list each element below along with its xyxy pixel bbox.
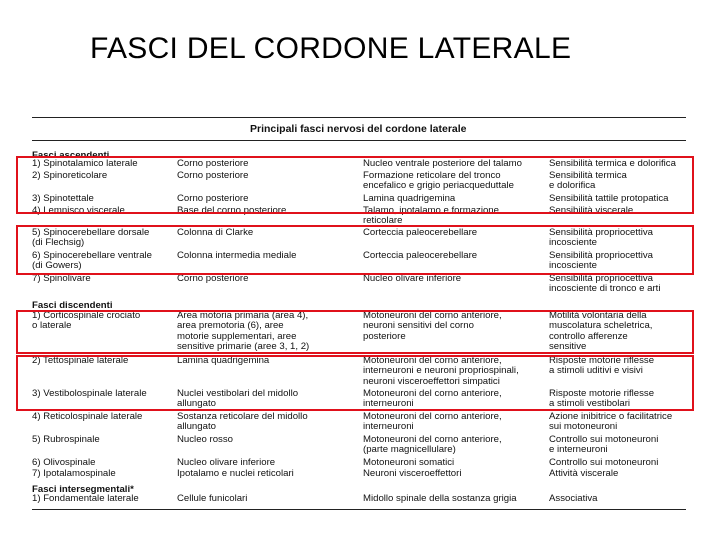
origin-cell: Ipotalamo e nuclei reticolari [177,469,294,479]
tract-cell: 2) Tettospinale laterale [32,356,129,366]
table-bottom-rule [32,509,686,510]
function-cell: Sensibilità propriocettiva incosciente [549,228,653,249]
function-cell: Associativa [549,494,598,504]
highlight-box-tectospinal-vestibulospinal [16,355,694,411]
function-cell: Sensibilità propriocettiva incosciente di tronco e arti [549,274,661,295]
termination-cell: Motoneuroni del corno anteriore, (parte magnicellulare) [363,435,502,456]
tract-cell: 5) Spinocerebellare dorsale (di Flechsig) [32,228,150,249]
function-cell: Risposte motorie riflesse a stimoli vestibolari [549,389,655,410]
tract-cell: 1) Spinotalamico laterale [32,159,138,169]
origin-cell: Nuclei vestibolari del midollo allungato [177,389,299,410]
section-descending: Fasci discendenti [32,300,113,311]
origin-cell: Colonna di Clarke [177,228,254,238]
termination-cell: Corteccia paleocerebellare [363,251,478,261]
table-heading: Principali fasci nervosi del cordone laterale [250,123,467,135]
slide-title: FASCI DEL CORDONE LATERALE [90,32,572,65]
origin-cell: Nucleo rosso [177,435,233,445]
origin-cell: Cellule funicolari [177,494,248,504]
highlight-box-corticospinal [16,310,694,354]
highlight-box-spinocerebellar [16,225,694,275]
origin-cell: Corno posteriore [177,159,249,169]
tract-cell: 4) Reticolospinale laterale [32,412,143,422]
termination-cell: Motoneuroni del corno anteriore, interneuroni [363,412,502,433]
tract-cell: 4) Lemnisco viscerale [32,206,125,216]
termination-cell: Neuroni visceroeffettori [363,469,462,479]
tract-cell: 7) Ipotalamospinale [32,469,116,479]
tract-cell: 1) Fondamentale laterale [32,494,139,504]
termination-cell: Formazione reticolare del tronco encefalico e grigio periacqueduttale [363,171,514,192]
tract-cell: 3) Vestibolospinale laterale [32,389,147,399]
origin-cell: Lamina quadrigemina [177,356,270,366]
origin-cell: Corno posteriore [177,171,249,181]
origin-cell: Base del corno posteriore [177,206,287,216]
termination-cell: Lamina quadrigemina [363,194,456,204]
table-top-rule [32,117,686,118]
termination-cell: Motoneuroni del corno anteriore, neuroni sensitivi del corno posteriore [363,311,502,342]
table-heading-rule [32,140,686,141]
function-cell: Azione inibitrice o facilitatrice sui motoneuroni [549,412,673,433]
function-cell: Sensibilità viscerale [549,206,634,216]
tract-cell: 2) Spinoreticolare [32,171,108,181]
function-cell: Controllo sui motoneuroni e interneuroni [549,435,659,456]
highlight-box-ascending-1-4 [16,156,694,214]
termination-cell: Motoneuroni del corno anteriore, interneuroni e neuroni propriospinali, neuroni visceroeffettori simpatici [363,356,519,387]
termination-cell: Talamo, ipotalamo e formazione reticolare [363,206,499,227]
function-cell: Motilità volontaria della muscolatura scheletrica, controllo afferenze sensitive [549,311,653,353]
origin-cell: Corno posteriore [177,194,249,204]
termination-cell: Nucleo olivare inferiore [363,274,462,284]
tract-cell: 7) Spinolivare [32,274,91,284]
section-intersegmental: Fasci intersegmentali* [32,484,134,495]
termination-cell: Motoneuroni del corno anteriore, interneuroni [363,389,502,410]
tract-cell: 6) Olivospinale [32,458,96,468]
tract-cell: 6) Spinocerebellare ventrale (di Gowers) [32,251,152,272]
function-cell: Sensibilità termica e dolorifica [549,159,676,169]
origin-cell: Area motoria primaria (area 4), area premotoria (6), aree motorie supplementari, aree sensitive primarie (aree 3, 1, 2) [177,311,310,353]
tract-cell: 3) Spinotettale [32,194,94,204]
function-cell: Sensibilità termica e dolorifica [549,171,627,192]
termination-cell: Corteccia paleocerebellare [363,228,478,238]
origin-cell: Colonna intermedia mediale [177,251,297,261]
termination-cell: Nucleo ventrale posteriore del talamo [363,159,522,169]
termination-cell: Motoneuroni somatici [363,458,455,468]
origin-cell: Sostanza reticolare del midollo allungato [177,412,308,433]
function-cell: Sensibilità propriocettiva incosciente [549,251,653,272]
function-cell: Attività viscerale [549,469,619,479]
termination-cell: Midollo spinale della sostanza grigia [363,494,517,504]
origin-cell: Nucleo olivare inferiore [177,458,276,468]
origin-cell: Corno posteriore [177,274,249,284]
tract-cell: 1) Corticospinale crociato o laterale [32,311,141,332]
section-ascending: Fasci ascendenti [32,150,110,161]
function-cell: Sensibilità tattile protopatica [549,194,669,204]
function-cell: Risposte motorie riflesse a stimoli uditivi e visivi [549,356,655,377]
function-cell: Controllo sui motoneuroni [549,458,659,468]
tract-cell: 5) Rubrospinale [32,435,100,445]
